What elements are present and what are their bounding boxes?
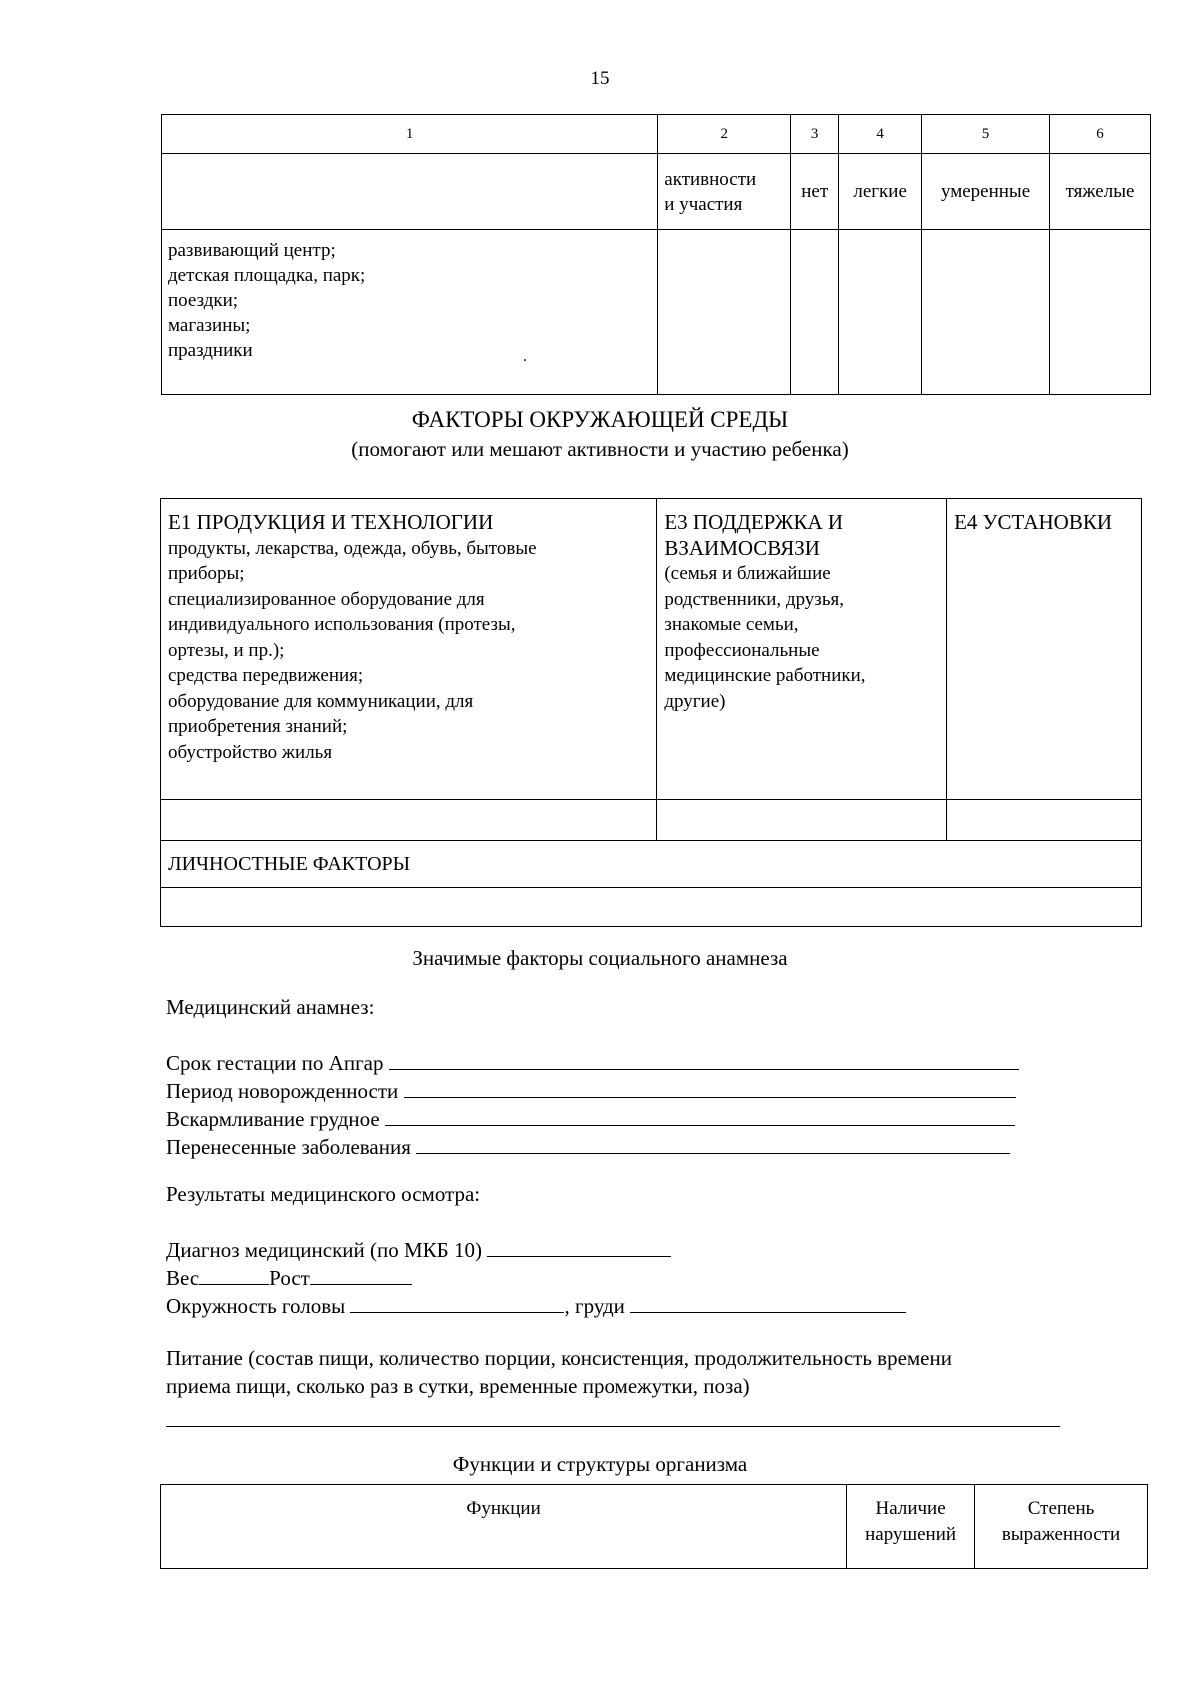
column-number: 3 xyxy=(791,115,839,154)
gestation-field[interactable] xyxy=(389,1049,1019,1070)
breastfeeding-field[interactable] xyxy=(385,1105,1015,1126)
e1-line: приборы; xyxy=(168,563,245,584)
diseases-label: Перенесенные заболевания xyxy=(166,1135,411,1159)
personal-factors-heading: ЛИЧНОСТНЫЕ ФАКТОРЫ xyxy=(161,841,1142,888)
chest-label: , груди xyxy=(564,1294,625,1318)
e1-line: оборудование для коммуникации, для xyxy=(168,690,474,712)
severity-header: Степень выраженности xyxy=(975,1485,1148,1569)
header-none: нет xyxy=(791,154,839,230)
list-item: магазины; xyxy=(168,315,251,336)
header-cell-empty xyxy=(162,154,658,230)
height-field[interactable] xyxy=(310,1264,412,1285)
functions-title: Функции и структуры организма xyxy=(452,1452,748,1476)
exam-results-label: Результаты медицинского осмотра: xyxy=(166,1182,481,1206)
e1-line: приобретения знаний; xyxy=(168,716,348,737)
empty-cell[interactable] xyxy=(791,230,839,395)
e3-title: ВЗАИМОСВЯЗИ xyxy=(664,535,820,560)
diagnosis-label: Диагноз медицинский (по МКБ 10) xyxy=(166,1238,482,1262)
nutrition-text xyxy=(166,1344,1116,1400)
e3-line: знакомые семьи, xyxy=(664,614,799,635)
e1-line: ортезы, и пр.); xyxy=(168,639,285,661)
empty-cell[interactable] xyxy=(657,800,947,841)
empty-cell[interactable] xyxy=(922,230,1050,395)
e1-cell xyxy=(161,499,657,800)
weight-height-row xyxy=(166,1264,1066,1292)
places-list xyxy=(162,230,658,395)
nutrition-line: Питание (состав пищи, количество порции, консистенция, продолжительность времени xyxy=(166,1346,952,1370)
header-moderate: умеренные xyxy=(922,154,1050,230)
newborn-row xyxy=(166,1077,1066,1105)
e4-title: Е4 УСТАНОВКИ xyxy=(954,510,1113,534)
column-number: 1 xyxy=(162,115,658,154)
social-anamnesis-title: Значимые факторы социального анамнеза xyxy=(412,946,788,970)
activity-table xyxy=(161,114,1151,395)
diseases-field[interactable] xyxy=(416,1133,1010,1154)
height-label: Рост xyxy=(269,1266,310,1290)
nutrition-line: приема пищи, сколько раз в сутки, временные промежутки, поза) xyxy=(166,1374,750,1398)
environment-table xyxy=(160,498,1142,927)
weight-label: Вес xyxy=(166,1266,200,1290)
gestation-row xyxy=(166,1049,1066,1077)
list-item: детская площадка, парк; xyxy=(168,265,366,286)
e3-title: Е3 ПОДДЕРЖКА И xyxy=(664,510,844,534)
newborn-label: Период новорожденности xyxy=(166,1079,399,1103)
page-number: 15 xyxy=(590,68,610,89)
column-number: 2 xyxy=(658,115,791,154)
empty-cell[interactable] xyxy=(1050,230,1151,395)
e3-line: (семья и ближайшие xyxy=(664,563,831,584)
nutrition-field[interactable] xyxy=(166,1426,1060,1427)
column-number: 4 xyxy=(839,115,922,154)
head-label: Окружность головы xyxy=(166,1294,346,1318)
e1-line: индивидуального использования (протезы, xyxy=(168,614,516,635)
e4-cell xyxy=(947,499,1142,800)
empty-cell[interactable] xyxy=(161,888,1142,927)
gestation-label: Срок гестации по Апгар xyxy=(166,1051,384,1075)
head-chest-row xyxy=(166,1292,1066,1320)
empty-cell[interactable] xyxy=(658,230,791,395)
diagnosis-field[interactable] xyxy=(487,1236,671,1257)
list-item: развивающий центр; xyxy=(168,240,336,261)
column-number: 6 xyxy=(1050,115,1151,154)
diseases-row xyxy=(166,1133,1066,1161)
column-number: 5 xyxy=(922,115,1050,154)
list-item: поездки; xyxy=(168,290,239,311)
header-mild: легкие xyxy=(839,154,922,230)
head-field[interactable] xyxy=(350,1292,564,1313)
header-severe: тяжелые xyxy=(1050,154,1151,230)
functions-header: Функции xyxy=(161,1485,847,1569)
list-item: праздники xyxy=(168,340,253,361)
weight-field[interactable] xyxy=(199,1264,269,1285)
e3-cell xyxy=(657,499,947,800)
e3-line: медицинские работники, xyxy=(664,665,866,686)
chest-field[interactable] xyxy=(630,1292,906,1313)
breastfeeding-label: Вскармливание грудное xyxy=(166,1107,380,1131)
empty-cell[interactable] xyxy=(839,230,922,395)
breastfeeding-row xyxy=(166,1105,1066,1133)
section-subtitle: (помогают или мешают активности и участию ребенка) xyxy=(351,437,849,461)
empty-cell[interactable] xyxy=(947,800,1142,841)
empty-cell[interactable] xyxy=(161,800,657,841)
e3-line: родственники, друзья, xyxy=(664,588,844,610)
e1-line: средства передвижения; xyxy=(168,665,364,686)
section-title: ФАКТОРЫ ОКРУЖАЮЩЕЙ СРЕДЫ xyxy=(411,407,789,432)
newborn-field[interactable] xyxy=(404,1077,1016,1098)
presence-header: Наличие нарушений xyxy=(847,1485,975,1569)
e1-title: Е1 ПРОДУКЦИЯ И ТЕХНОЛОГИИ xyxy=(168,510,494,534)
e1-line: обустройство жилья xyxy=(168,741,333,763)
medical-anamnesis-label: Медицинский анамнез: xyxy=(166,995,375,1019)
diagnosis-row xyxy=(166,1236,1066,1264)
e3-line: профессиональные xyxy=(664,639,820,661)
functions-table xyxy=(160,1484,1148,1569)
header-activity: активности и участия xyxy=(658,154,791,230)
e3-line: другие) xyxy=(664,690,726,712)
e1-line: специализированное оборудование для xyxy=(168,588,485,610)
stray-mark: . xyxy=(523,348,527,365)
e1-line: продукты, лекарства, одежда, обувь, бытовые xyxy=(168,537,537,559)
